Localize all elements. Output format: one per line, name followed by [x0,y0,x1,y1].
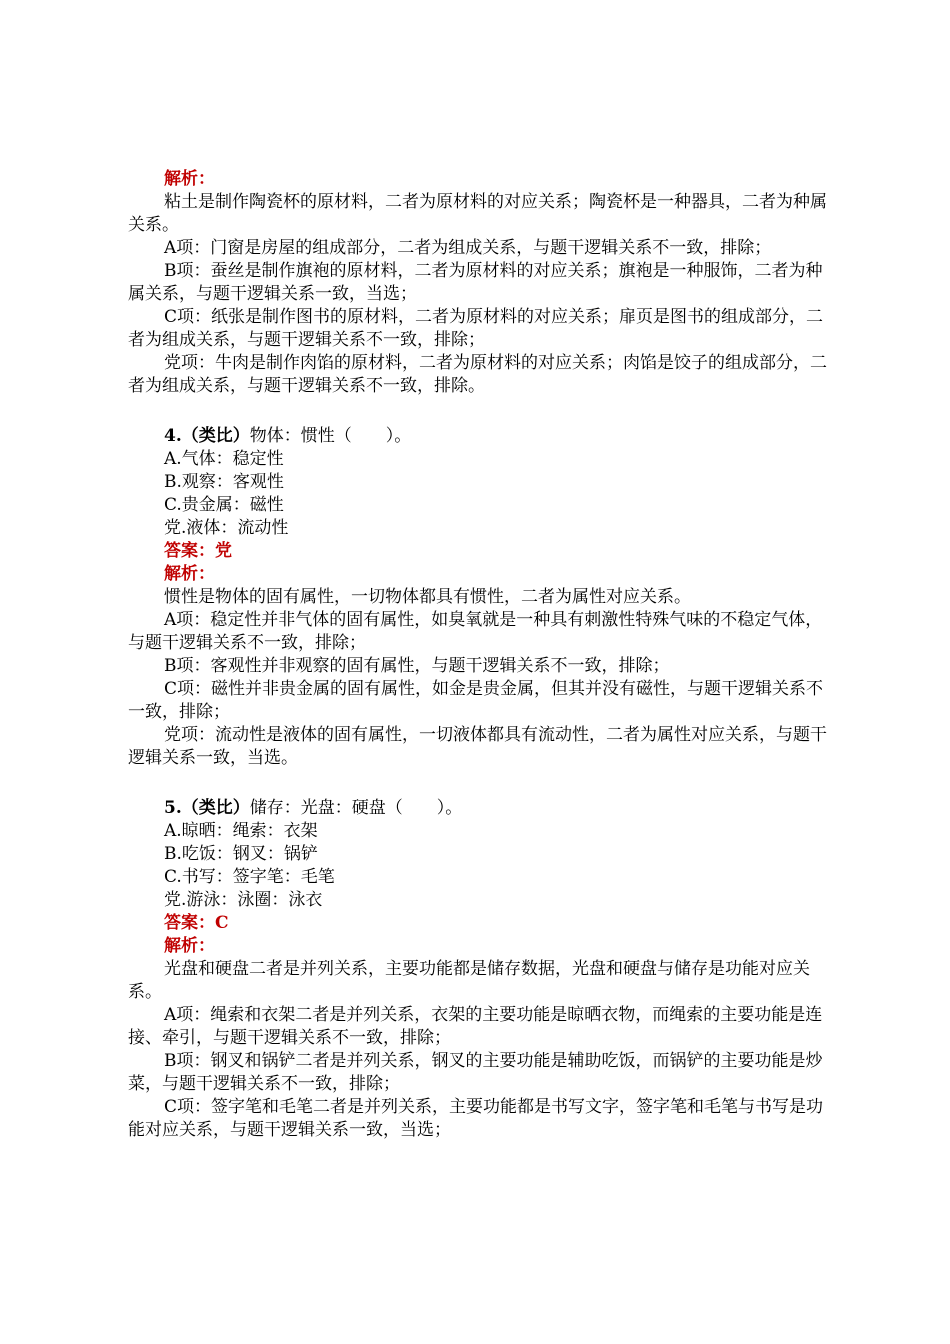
analysis-text: 光盘和硬盘二者是并列关系，主要功能都是储存数据，光盘和硬盘与储存是功能对应关系。 [128,959,810,1002]
choice-d: 党.游泳：泳圈：泳衣 [164,890,323,910]
question-4-title [128,425,834,448]
option-analysis-c: C项：纸张是制作图书的原材料，二者为原材料的对应关系；扉页是图书的组成部分，二者为组成关系，与题干逻辑关系不一致，排除； [128,307,824,350]
option-analysis-b: B项：钢叉和锅铲二者是并列关系，钢叉的主要功能是辅助吃饭，而锅铲的主要功能是炒菜，与题干逻辑关系不一致，排除； [128,1051,823,1094]
choice-c: C.贵金属：磁性 [164,495,284,515]
option-analysis-b: B项：客观性并非观察的固有属性，与题干逻辑关系不一致，排除； [164,656,670,676]
option-analysis-a: A项：门窗是房屋的组成部分，二者为组成关系，与题干逻辑关系不一致，排除； [164,238,772,258]
choice-d: 党.液体：流动性 [164,518,289,538]
analysis-text: 粘土是制作陶瓷杯的原材料，二者为原材料的对应关系；陶瓷杯是一种器具，二者为种属关系。 [128,192,827,235]
analysis-label: 解析： [164,169,215,189]
question-number: 4.（类比） [164,426,250,446]
page-content [128,168,834,1142]
option-analysis-c: C项：签字笔和毛笔二者是并列关系，主要功能都是书写文字，签字笔和毛笔与书写是功能对应关系，与题干逻辑关系一致，当选； [128,1097,824,1140]
answer-label: 答案：C [164,913,229,933]
option-analysis-a: A项：绳索和衣架二者是并列关系，衣架的主要功能是晾晒衣物，而绳索的主要功能是连接、牵引，与题干逻辑关系不一致，排除； [128,1005,823,1048]
question-number: 5.（类比） [164,798,250,818]
choice-b: B.观察：客观性 [164,472,284,492]
question-stem: 储存：光盘：硬盘（ ）。 [249,798,463,818]
choice-c: C.书写：签字笔：毛笔 [164,867,335,887]
option-analysis-d: 党项：牛肉是制作肉馅的原材料，二者为原材料的对应关系；肉馅是饺子的组成部分，二者为组成关系，与题干逻辑关系不一致，排除。 [128,353,827,396]
choice-a: A.气体：稳定性 [164,449,284,469]
analysis-label: 解析： [164,936,215,956]
question-5-title [128,797,834,820]
option-analysis-d: 党项：流动性是液体的固有属性，一切液体都具有流动性，二者为属性对应关系，与题干逻辑关系一致，当选。 [128,725,827,768]
choice-a: A.晾晒：绳索：衣架 [164,821,318,841]
answer-label: 答案：党 [164,541,232,561]
question-stem: 物体：惯性（ ）。 [249,426,412,446]
option-analysis-a: A项：稳定性并非气体的固有属性，如臭氧就是一种具有刺激性特殊气味的不稳定气体，与题干逻辑关系不一致，排除； [128,610,823,653]
option-analysis-b: B项：蚕丝是制作旗袍的原材料，二者为原材料的对应关系；旗袍是一种服饰，二者为种属关系，与题干逻辑关系一致，当选； [128,261,823,304]
choice-b: B.吃饭：钢叉：锅铲 [164,844,318,864]
option-analysis-c: C项：磁性并非贵金属的固有属性，如金是贵金属，但其并没有磁性，与题干逻辑关系不一致，排除； [128,679,824,722]
analysis-text: 惯性是物体的固有属性，一切物体都具有惯性，二者为属性对应关系。 [164,587,691,607]
analysis-label: 解析： [164,564,215,584]
